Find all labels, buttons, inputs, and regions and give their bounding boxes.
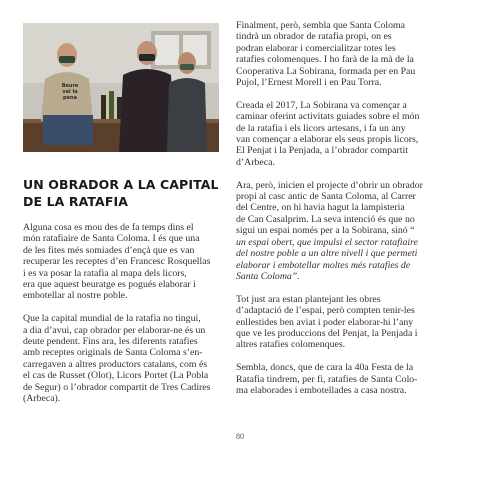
text-line: de les fites més somiades d’ençà que es van: [23, 244, 195, 256]
shirt-text: [53, 83, 87, 101]
text-line: ma elaborades i embotellades a casa nostra.: [236, 384, 407, 396]
text-line: embotellar al nostre poble.: [23, 290, 128, 302]
text-line: Que la capital mundial de la ratafia no tingui,: [23, 313, 201, 325]
shirt-text-line: val la: [62, 89, 78, 95]
text-line: Ratafia tindrem, per fi, ratafies de Santa Colo-: [236, 373, 418, 385]
text-line: carregaven a altres productors catalans, com és: [23, 358, 208, 370]
headline-line: DE LA RATAFIA: [23, 194, 128, 209]
quote-line: Santa Coloma”.: [236, 270, 300, 282]
text-line: d’Arbeca.: [236, 156, 275, 168]
text-line: del Centre, on hi havia hagut la lampisteria: [236, 202, 405, 214]
text-line: món ratafiaire de Santa Coloma. I és que una: [23, 233, 200, 245]
left-column: [23, 222, 231, 416]
text-line: van començar a elaborar els seus propis licors,: [236, 134, 419, 146]
text-line: de Can Casalprim. La seva intenció és que no: [236, 213, 415, 225]
text-line: altres ratafies colomenques.: [236, 339, 346, 351]
text-line: el cas de Russet (Olot), Licors Portet (La Pobla: [23, 370, 209, 382]
text-line: Cooperativa La Sobirana, formada per en Pau: [236, 65, 416, 77]
text-line: de Segur) o l’obrador compartit de Tres Cadires: [23, 381, 211, 393]
paragraph: [236, 180, 444, 283]
text-line: Sembla, doncs, que de cara la 40a Festa de la: [236, 362, 414, 374]
text-line: Finalment, però, sembla que Santa Coloma: [236, 20, 405, 31]
photo-three-men: [23, 23, 219, 152]
paragraph: [23, 222, 231, 302]
paragraph: [236, 294, 444, 351]
paragraph: [236, 100, 444, 168]
paragraph: [236, 362, 444, 396]
text-line: que ve les produccions del Penjat, la Penjada i: [236, 327, 418, 339]
page-number: 80: [236, 432, 244, 441]
article-headline: [23, 176, 223, 210]
text-line: propi al casc antic de Santa Coloma, al Carrer: [236, 191, 416, 203]
text-line: d’adaptació de l’espai, però compten tenir-les: [236, 305, 415, 317]
right-column: [236, 20, 444, 408]
text-line: deute pendent. Fins ara, les diferents ratafies: [23, 336, 198, 348]
text-line: sigui un espai només per a la Sobirana, sinó “: [236, 225, 415, 237]
text-line: i es va posar la ratafia al mapa dels licors,: [23, 267, 187, 279]
shirt-text-line: Beure: [61, 83, 79, 89]
quote-line: del nostre poble a un altre nivell i que permeti: [236, 248, 418, 260]
text-line: Creada el 2017, La Sobirana va començar a: [236, 99, 407, 111]
paragraph: [23, 313, 231, 404]
text-line: a dia d’avui, cap obrador per elaborar-ne és un: [23, 324, 206, 336]
shirt-text-line: pena: [63, 95, 77, 101]
text-line: recuperar les receptes d’en Francesc Rosquellas: [23, 256, 211, 268]
text-line: El Penjat i la Penjada, a l’obrador compartit: [236, 145, 408, 157]
text-line: Pujol, l’Ernest Morell i en Pau Torra.: [236, 77, 382, 89]
headline-line: UN OBRADOR A LA CAPITAL: [23, 177, 219, 192]
paragraph: [236, 20, 444, 88]
text-line: (Arbeca).: [23, 393, 61, 405]
text-line: ratafies colomenques. I ho farà de la mà de la: [236, 54, 414, 66]
text-line: Ara, però, inicien el projecte d’obrir un obrador: [236, 179, 423, 191]
text-line: era que aquest beuratge es pogués elaborar i: [23, 279, 196, 291]
text-line: enllestides ben aviat i poder elaborar-hi l’any: [236, 316, 414, 328]
text-line: Alguna cosa es mou des de fa temps dins el: [23, 222, 194, 233]
quote-line: elaborar i embotellar moltes més ratafies de: [236, 259, 411, 271]
quote-line: un espai obert, que impulsi el sector ratafiaire: [236, 236, 418, 248]
text-line: podran elaborar i comercialitzar totes les: [236, 42, 396, 54]
text-line: Tot just ara estan plantejant les obres: [236, 293, 381, 305]
text-line: caminar oferint activitats guiades sobre el món: [236, 111, 420, 123]
text-line: de la ratafia i els licors artesans, i fa un any: [236, 122, 406, 134]
text-line: tindrà un obrador de ratafia propi, on es: [236, 31, 392, 43]
text-line: amb receptes originals de Santa Coloma s’en-: [23, 347, 203, 359]
